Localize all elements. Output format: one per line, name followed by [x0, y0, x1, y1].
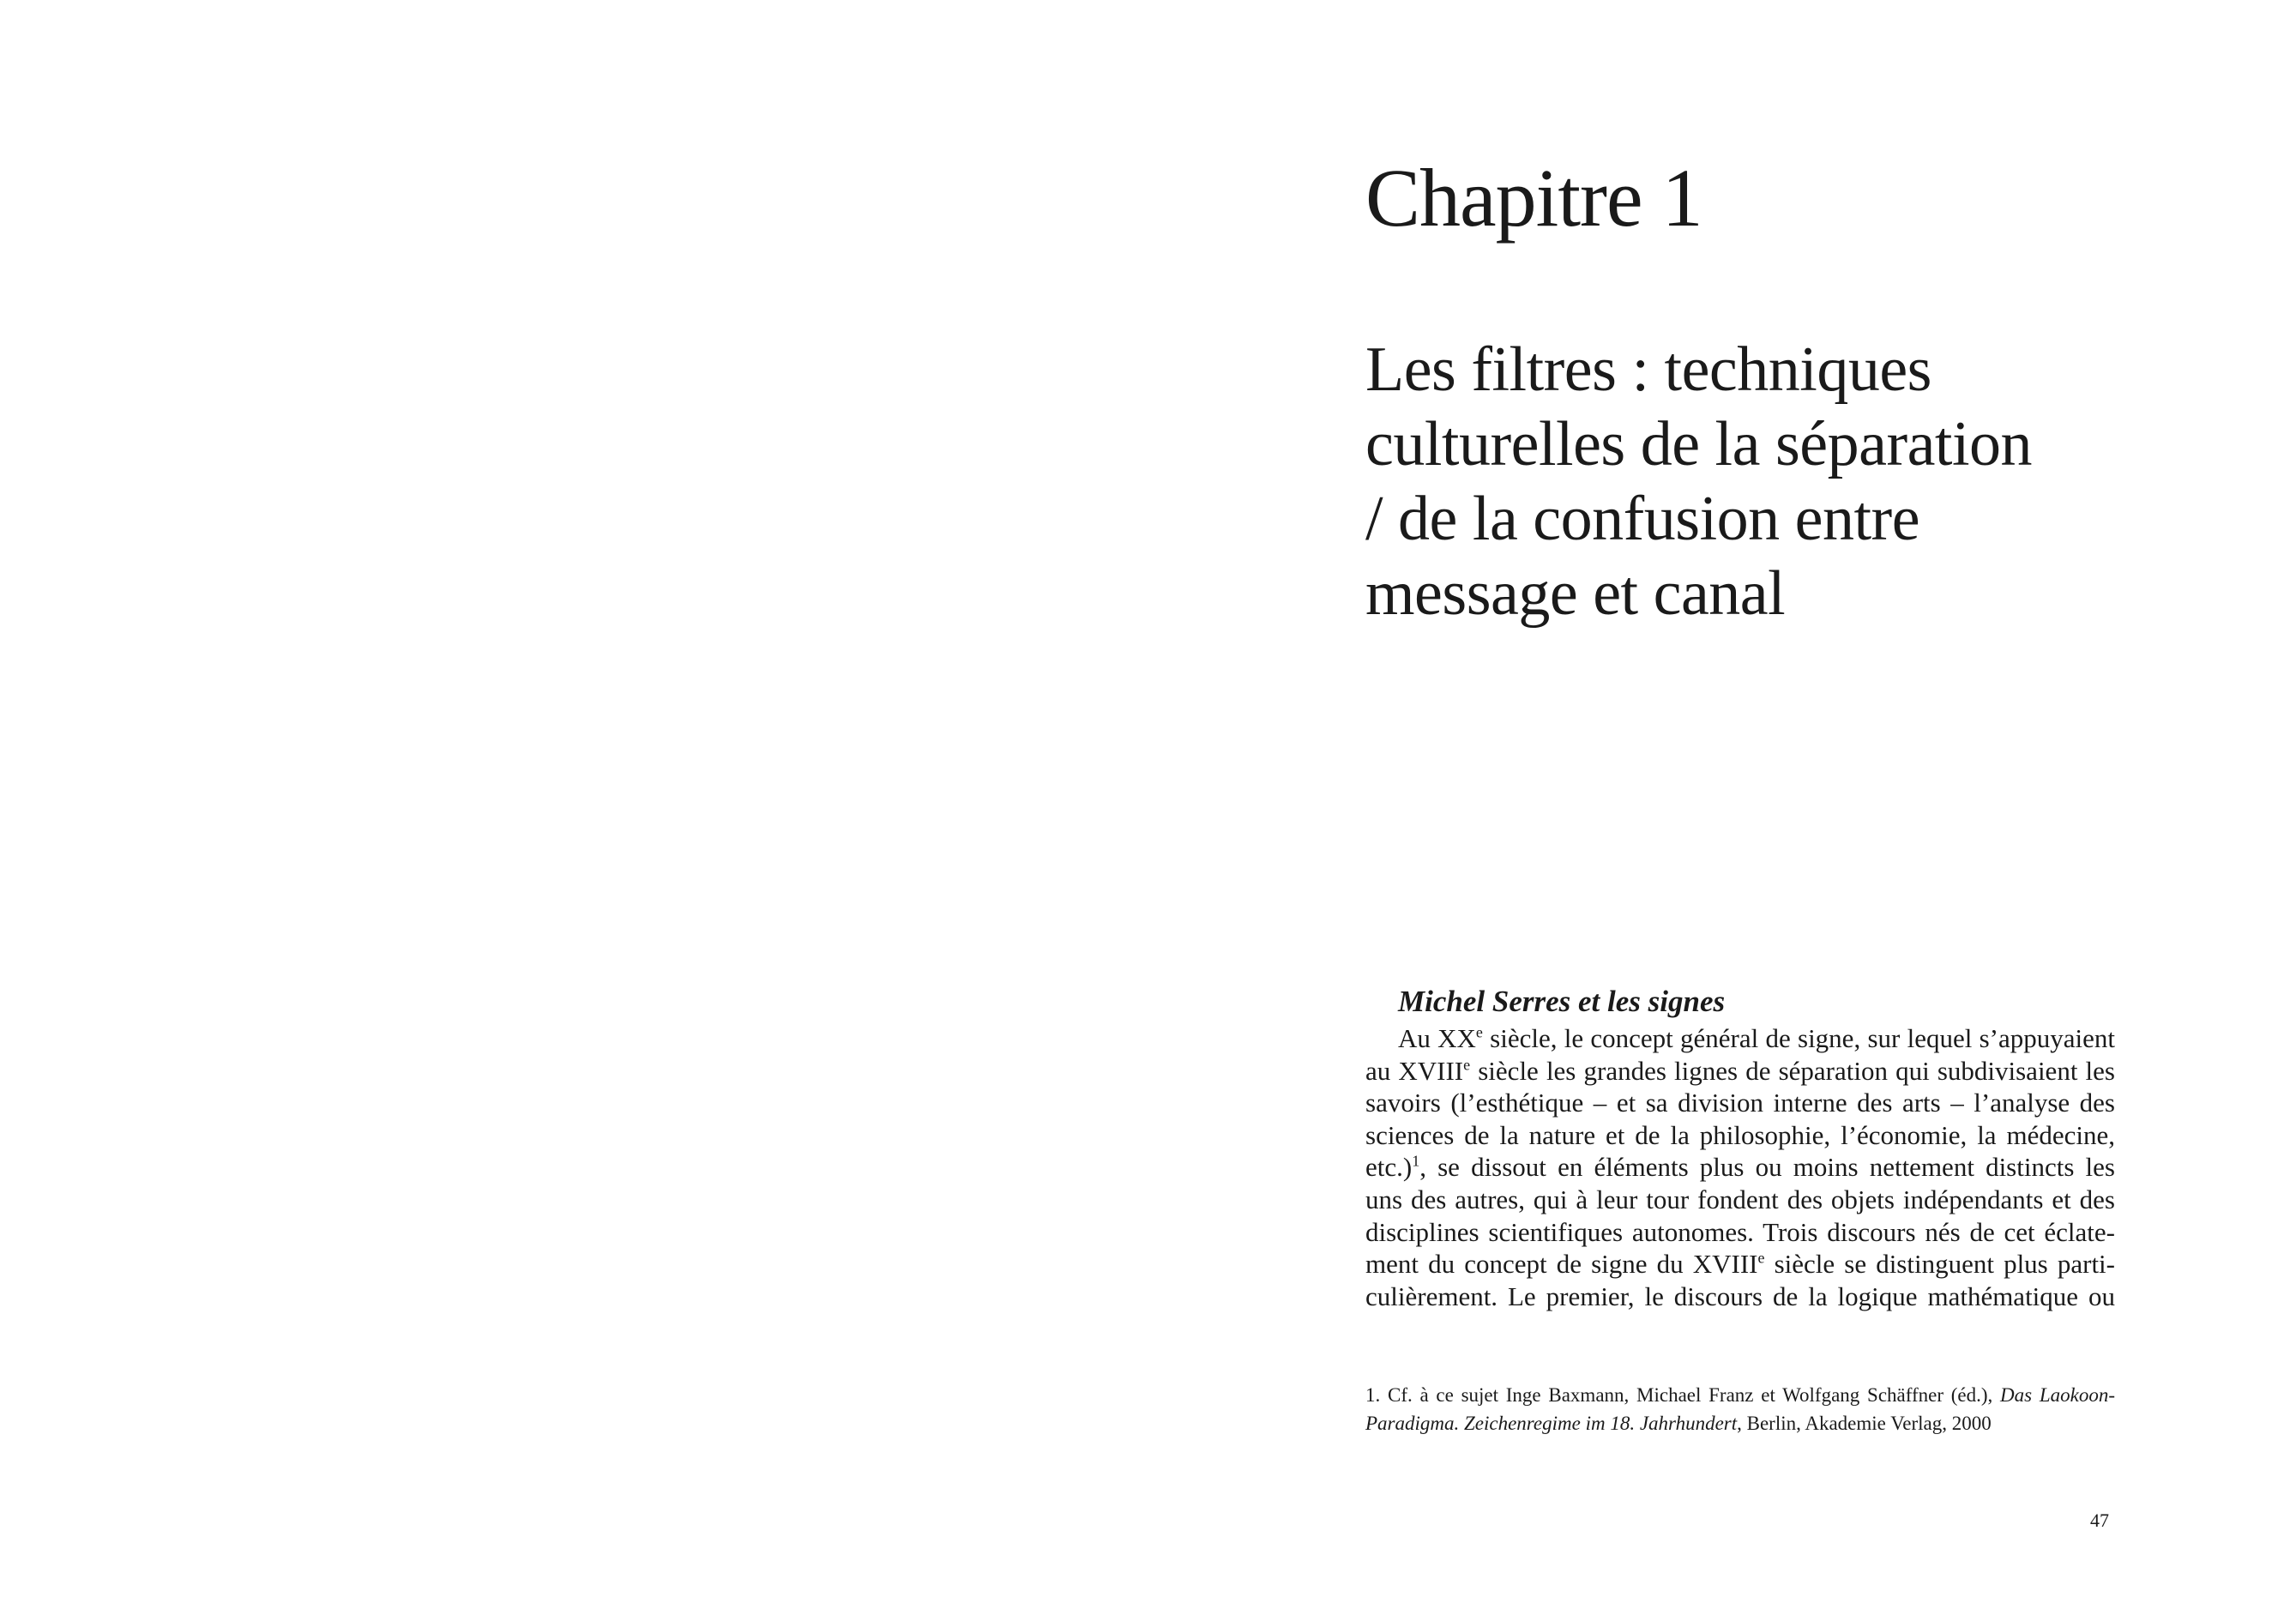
body-line: savoirs (l’esthétique – et sa division interne des arts – l’analyse des: [1365, 1088, 2115, 1118]
footnote-superscript: e: [1475, 1023, 1483, 1041]
body-line: Au XXe siècle, le concept général de signe, sur lequel s’appuyaient: [1398, 1023, 2115, 1053]
body-paragraph: [1365, 1022, 2115, 1312]
body-line: disciplines scientifiques autonomes. Trois discours nés de cet éclate-: [1365, 1216, 2115, 1247]
body-line: uns des autres, qui à leur tour fondent des objets indépendants et des: [1365, 1184, 2115, 1214]
body-line: culièrement. Le premier, le discours de la logique mathématique ou: [1365, 1281, 2115, 1311]
section-heading: Michel Serres et les signes: [1398, 985, 1726, 1018]
footnote-superscript: e: [1757, 1249, 1765, 1267]
body-line: etc.)$^1$, se dissout en éléments plus ou moins nettement distincts les: [1365, 1152, 2115, 1183]
chapter-label: Chapitre 1: [1365, 152, 1702, 244]
chapter-title-line: message et canal: [1365, 558, 1786, 629]
footnote-line: Paradigma. Zeichenregime im 18. Jahrhundert, Berlin, Akademie Verlag, 2000: [1365, 1413, 1992, 1434]
body-line: sciences de la nature et de la philosophie, l’économie, la médecine,: [1365, 1119, 2115, 1150]
body-line: ment du concept de signe du XVIIIe siècle se distinguent plus parti-: [1365, 1249, 2115, 1280]
chapter-title-line: culturelles de la séparation: [1365, 409, 2033, 479]
chapter-title-line: Les filtres : techniques: [1365, 334, 1931, 405]
right-page: [1148, 0, 2296, 1621]
chapter-title: [1365, 333, 2137, 631]
footnote: [1365, 1381, 2115, 1437]
body-line: au XVIIIe siècle les grandes lignes de séparation qui subdivisaient les: [1365, 1055, 2115, 1086]
footnote-reference: 1: [1412, 1153, 1420, 1171]
footnote-line: 1. Cf. à ce sujet Inge Baxmann, Michael Franz et Wolfgang Schäffner (éd.), Das Laokoon-: [1365, 1384, 2115, 1406]
chapter-title-line: / de la confusion entre: [1365, 484, 1920, 554]
page-number: 47: [2090, 1510, 2109, 1531]
footnote-superscript: e: [1463, 1056, 1471, 1074]
